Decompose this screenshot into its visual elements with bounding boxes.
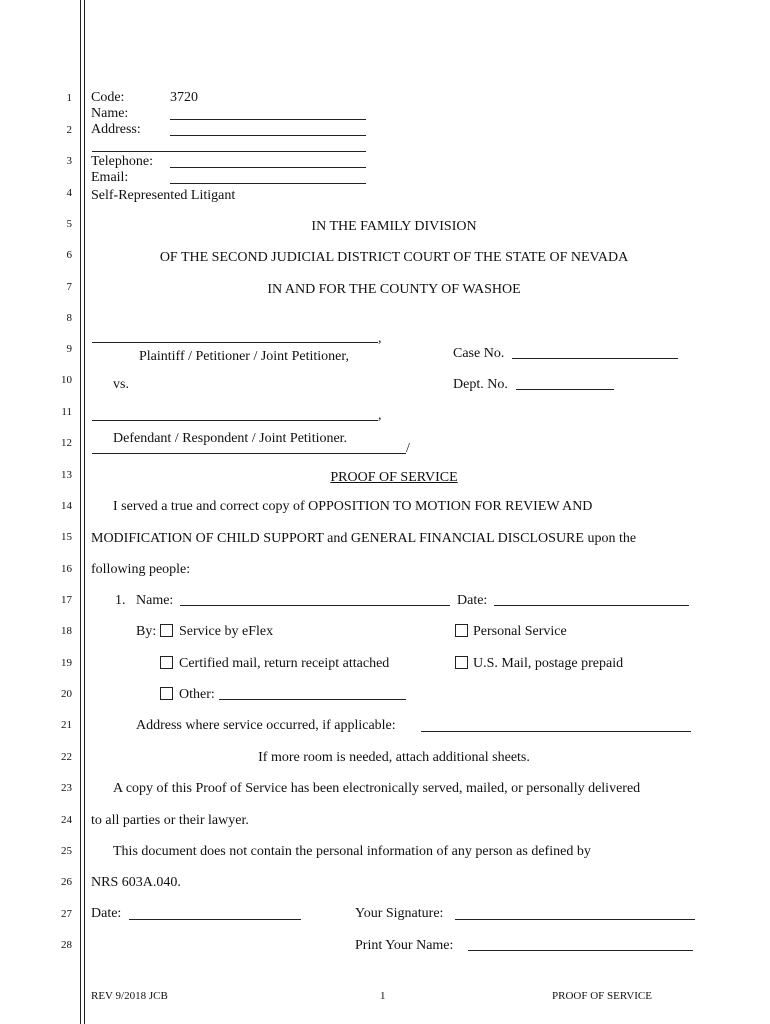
line-number: 20 xyxy=(61,688,72,700)
vs-label: vs. xyxy=(113,377,129,392)
defendant-comma: , xyxy=(378,408,382,423)
signature-label: Your Signature: xyxy=(355,906,444,921)
other-checkbox[interactable] xyxy=(160,687,173,700)
dept-no-line[interactable] xyxy=(516,389,614,390)
line-number: 14 xyxy=(61,500,72,512)
sign-date-label: Date: xyxy=(91,906,122,921)
line-number: 19 xyxy=(61,657,72,669)
margin-rule-outer xyxy=(80,0,81,1024)
telephone-line[interactable] xyxy=(170,167,366,168)
margin-rule-inner xyxy=(84,0,85,1024)
plaintiff-line[interactable] xyxy=(92,342,378,343)
footer-page-number: 1 xyxy=(380,990,386,1002)
more-room-note: If more room is needed, attach additional sheets. xyxy=(258,750,530,765)
item-number: 1. xyxy=(115,593,126,608)
address-line-2[interactable] xyxy=(92,151,366,152)
copy-statement-line-2: to all parties or their lawyer. xyxy=(91,813,249,828)
us-mail-checkbox[interactable] xyxy=(455,656,468,669)
line-number: 27 xyxy=(61,908,72,920)
signature-line[interactable] xyxy=(455,919,695,920)
line-number: 6 xyxy=(66,249,72,261)
line-number: 1 xyxy=(66,92,72,104)
line-number: 21 xyxy=(61,719,72,731)
plaintiff-comma: , xyxy=(378,331,382,346)
defendant-label: Defendant / Respondent / Joint Petitioner. xyxy=(113,431,348,446)
personal-service-label: Personal Service xyxy=(473,624,567,639)
line-number: 5 xyxy=(66,218,72,230)
service-statement-line-1: I served a true and correct copy of OPPOSITION TO MOTION FOR REVIEW AND xyxy=(113,499,593,514)
footer-revision: REV 9/2018 JCB xyxy=(91,990,168,1002)
code-label: Code: xyxy=(91,90,125,105)
personal-service-checkbox[interactable] xyxy=(455,624,468,637)
caption-bottom-line xyxy=(92,453,406,454)
line-number: 2 xyxy=(66,124,72,136)
case-no-line[interactable] xyxy=(512,358,678,359)
certified-mail-checkbox[interactable] xyxy=(160,656,173,669)
line-number: 10 xyxy=(61,374,72,386)
other-line[interactable] xyxy=(219,699,406,700)
plaintiff-label: Plaintiff / Petitioner / Joint Petitioner, xyxy=(139,349,349,364)
served-date-line[interactable] xyxy=(494,605,689,606)
line-number: 9 xyxy=(66,343,72,355)
address-label: Address: xyxy=(91,122,141,137)
privacy-statement-line-1: This document does not contain the personal information of any person as defined by xyxy=(113,844,591,859)
dept-no-label: Dept. No. xyxy=(453,377,508,392)
print-name-line[interactable] xyxy=(468,950,693,951)
line-number: 11 xyxy=(61,406,72,418)
service-address-line[interactable] xyxy=(421,731,691,732)
us-mail-label: U.S. Mail, postage prepaid xyxy=(473,656,624,671)
line-number: 16 xyxy=(61,563,72,575)
served-date-label: Date: xyxy=(457,593,488,608)
name-label: Name: xyxy=(91,106,129,121)
line-number: 17 xyxy=(61,594,72,606)
court-county: IN AND FOR THE COUNTY OF WASHOE xyxy=(267,282,521,297)
caption-slash: / xyxy=(406,441,410,456)
print-name-label: Print Your Name: xyxy=(355,938,454,953)
case-no-label: Case No. xyxy=(453,346,505,361)
served-name-line[interactable] xyxy=(180,605,450,606)
line-number: 24 xyxy=(61,814,72,826)
code-value: 3720 xyxy=(170,90,198,105)
line-number: 3 xyxy=(66,155,72,167)
line-number: 13 xyxy=(61,469,72,481)
line-number: 8 xyxy=(66,312,72,324)
document-title: PROOF OF SERVICE xyxy=(330,470,458,485)
litigant-label: Self-Represented Litigant xyxy=(91,188,236,203)
eflex-label: Service by eFlex xyxy=(179,624,274,639)
service-address-label: Address where service occurred, if applicable: xyxy=(136,718,396,733)
court-name: OF THE SECOND JUDICIAL DISTRICT COURT OF THE STATE OF NEVADA xyxy=(159,250,629,265)
line-number: 15 xyxy=(61,531,72,543)
eflex-checkbox[interactable] xyxy=(160,624,173,637)
line-number: 28 xyxy=(61,939,72,951)
line-number: 18 xyxy=(61,625,72,637)
court-division: IN THE FAMILY DIVISION xyxy=(311,219,477,234)
name-line[interactable] xyxy=(170,119,366,120)
line-number: 22 xyxy=(61,751,72,763)
service-statement-line-2: MODIFICATION OF CHILD SUPPORT and GENERAL FINANCIAL DISCLOSURE upon the xyxy=(91,531,637,546)
other-label: Other: xyxy=(179,687,215,702)
telephone-label: Telephone: xyxy=(91,154,153,169)
line-number: 4 xyxy=(66,187,72,199)
privacy-statement-line-2: NRS 603A.040. xyxy=(91,875,181,890)
defendant-line[interactable] xyxy=(92,420,378,421)
served-name-label: Name: xyxy=(136,593,174,608)
line-number: 25 xyxy=(61,845,72,857)
copy-statement-line-1: A copy of this Proof of Service has been electronically served, mailed, or personally delivered xyxy=(113,781,641,796)
address-line-1[interactable] xyxy=(170,135,366,136)
line-number: 12 xyxy=(61,437,72,449)
line-number: 26 xyxy=(61,876,72,888)
footer-document-name: PROOF OF SERVICE xyxy=(552,990,652,1002)
line-number: 23 xyxy=(61,782,72,794)
by-label: By: xyxy=(136,624,157,639)
service-statement-line-3: following people: xyxy=(91,562,191,577)
email-line[interactable] xyxy=(170,183,366,184)
certified-mail-label: Certified mail, return receipt attached xyxy=(179,656,390,671)
email-label: Email: xyxy=(91,170,129,185)
sign-date-line[interactable] xyxy=(129,919,301,920)
line-number: 7 xyxy=(66,281,72,293)
